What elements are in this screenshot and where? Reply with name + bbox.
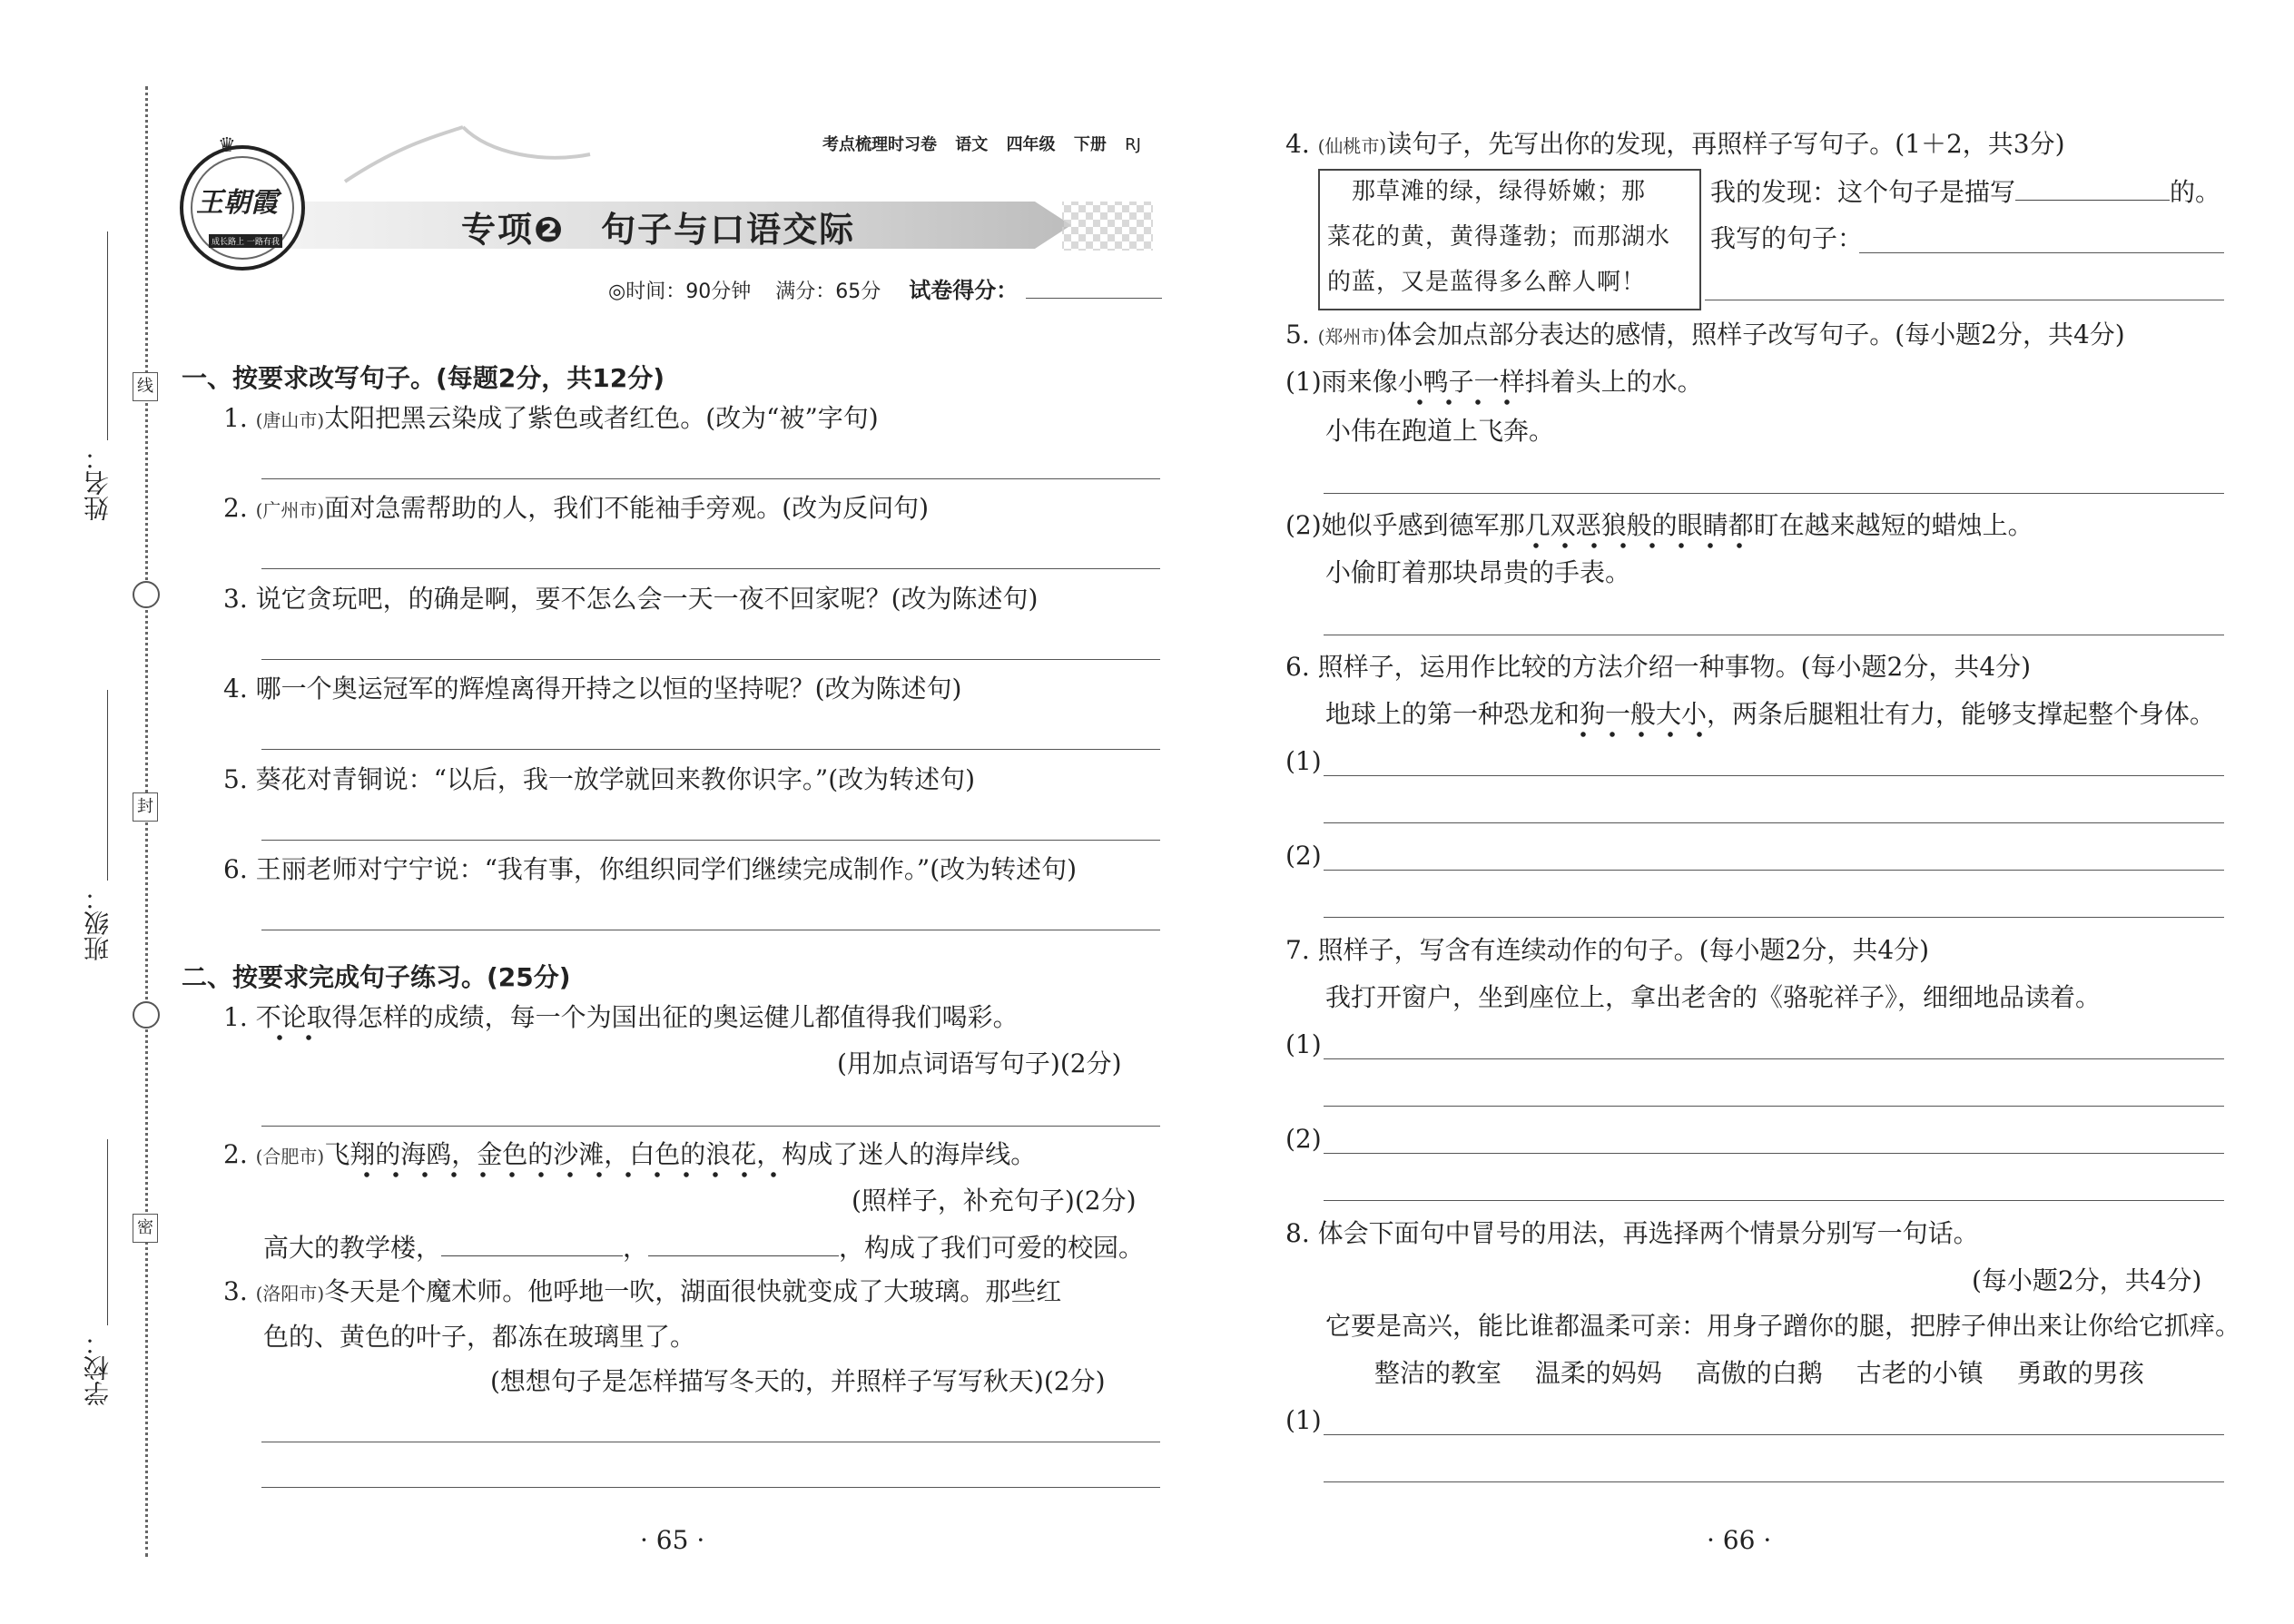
r-q4-city: (仙桃市): [1317, 135, 1387, 157]
r-q5-2-emphasis-dots: [1521, 543, 1754, 548]
s2q3-text-l2: 色的、黄色的叶子，都冻在玻璃里了。: [263, 1322, 696, 1352]
crown-icon: ♛: [218, 134, 236, 157]
r-q6-2-answer-line-1[interactable]: [1324, 870, 2224, 871]
s2q2-blank-2[interactable]: [648, 1232, 839, 1256]
r-q5-1: (1)雨来像小鸭子一样抖着头上的水。: [1285, 367, 1703, 397]
s2q3: [223, 1276, 1061, 1309]
s2q2-fill-a: 高大的教学楼，: [263, 1233, 442, 1263]
r-q5-2: (2)她似乎感到德军那几双恶狼般的眼睛都盯在越来越短的蜡烛上。: [1285, 510, 2033, 540]
q4-text: 4. 哪一个奥运冠军的辉煌离得开持之以恒的坚持呢？(改为陈述句): [223, 674, 962, 704]
q1-num: 1.: [223, 403, 248, 433]
r-q4-find-end: 的。: [2170, 177, 2221, 207]
time-label: ◎时间：90分钟: [608, 281, 752, 303]
q2: [223, 493, 929, 526]
r-q8-option-2: 温柔的妈妈: [1534, 1358, 1662, 1388]
r-q7-2-answer-line-2[interactable]: [1324, 1200, 2224, 1201]
s2q2-fill-b: ，: [623, 1233, 649, 1263]
binding-hole-top: [133, 581, 160, 608]
class-field[interactable]: [107, 690, 108, 881]
q2-city: (广州市): [255, 499, 325, 521]
r-q8-option-1: 整洁的教室: [1374, 1358, 1502, 1388]
r-q6-1: (1): [1285, 746, 1322, 776]
r-q4-find: [1710, 176, 2220, 208]
q1-text: 太阳把黑云染成了紫色或者红色。(改为“被”字句): [324, 403, 879, 433]
q1-answer-line[interactable]: [261, 478, 1160, 479]
page-number-left: · 65 ·: [640, 1525, 705, 1555]
s2q3-num: 3.: [223, 1276, 248, 1306]
r-q4-find-label: 我的发现：这个句子是描写: [1710, 177, 2016, 207]
s2q2-blank-1[interactable]: [441, 1232, 623, 1256]
r-q8-1-answer-line-2[interactable]: [1324, 1481, 2224, 1482]
r-q4-num: 4.: [1285, 129, 1310, 159]
r-q4-box-l1: 那草滩的绿，绿得娇嫩；那: [1327, 178, 1647, 205]
r-q5-2b: 小偷盯着那块昂贵的手表。: [1325, 557, 1631, 587]
r-q7-1: (1): [1285, 1029, 1322, 1059]
r-q5-1b: 小伟在跑道上飞奔。: [1325, 416, 1555, 446]
r-q8-options: [1374, 1358, 2144, 1389]
subject-label: 语文: [955, 135, 989, 154]
q3-answer-line[interactable]: [261, 659, 1160, 660]
binding-mark-line: 线: [133, 372, 158, 401]
edition-label: RJ: [1125, 135, 1141, 154]
r-q5-city: (郑州市): [1317, 326, 1387, 348]
r-q6-1-answer-line-1[interactable]: [1324, 775, 2224, 776]
r-q8-text: 8. 体会下面句中冒号的用法，再选择两个情景分别写一句话。: [1285, 1218, 1979, 1248]
r-q4-text: 读句子，先写出你的发现，再照样子写句子。(1＋2，共3分): [1386, 129, 2065, 159]
s2q3-answer-line-2[interactable]: [261, 1487, 1160, 1488]
s2q2-fill-c: ，构成了我们可爱的校园。: [839, 1233, 1145, 1263]
school-field[interactable]: [107, 1139, 108, 1325]
r-q4-write-label: 我写的句子：: [1710, 223, 1864, 253]
binding-mark-seal: 封: [133, 792, 158, 822]
page-number-right: · 66 ·: [1707, 1525, 1772, 1555]
q2-text: 面对急需帮助的人，我们不能袖手旁观。(改为反问句): [324, 493, 930, 523]
s2q1-emphasis-dots: [265, 1035, 323, 1040]
r-q4-example-box: [1318, 169, 1701, 310]
r-q7-1-answer-line-2[interactable]: [1324, 1106, 2224, 1107]
name-field[interactable]: [107, 231, 108, 440]
r-q4-box-l2: 菜花的黄，黄得蓬勃；而那湖水: [1327, 223, 1671, 251]
r-q6-text: 6. 照样子，运用作比较的方法介绍一种事物。(每小题2分，共4分): [1285, 652, 2032, 682]
q3-text: 3. 说它贪玩吧，的确是啊，要不怎么会一天一夜不回家呢？(改为陈述句): [223, 584, 1039, 614]
r-q6-example: 地球上的第一种恐龙和狗一般大小，两条后腿粗壮有力，能够支撑起整个身体。: [1325, 699, 2216, 729]
r-q8-option-3: 高傲的白鹅: [1695, 1358, 1823, 1388]
r-q8-option-5: 勇敢的男孩: [2016, 1358, 2144, 1388]
binding-dotted-line: [145, 86, 148, 1557]
r-q8-1: (1): [1285, 1405, 1322, 1435]
r-q5-1-answer-line[interactable]: [1324, 493, 2224, 494]
q5-answer-line[interactable]: [261, 840, 1160, 841]
r-q6-emphasis-dots: [1569, 732, 1714, 737]
s2q3-text-l1: 冬天是个魔术师。他呼地一吹，湖面很快就变成了大玻璃。那些红: [324, 1276, 1062, 1306]
class-label: 班级：: [83, 885, 113, 961]
r-q8-example: 它要是高兴，能比谁都温柔可亲：用身子蹭你的腿，把脖子伸出来让你给它抓痒。: [1325, 1311, 2241, 1341]
q1-city: (唐山市): [255, 409, 325, 431]
r-q5-num: 5.: [1285, 320, 1310, 349]
q2-num: 2.: [223, 493, 248, 523]
q1: [223, 403, 879, 436]
series-label: 考点梳理时习卷: [822, 135, 937, 154]
score-label: 试卷得分：: [909, 278, 1019, 303]
s2q2: [223, 1139, 1036, 1172]
s2q3-city: (洛阳市): [255, 1283, 325, 1304]
logo-badge: [180, 145, 305, 271]
r-q8-1-answer-line-1[interactable]: [1324, 1434, 2224, 1435]
s2q2-fill-sentence: [263, 1232, 1144, 1264]
r-q4: [1285, 129, 2065, 162]
school-label: 学校：: [83, 1330, 113, 1406]
s2q3-requirement: (想想句子是怎样描写冬天的，并照样子写写秋天)(2分): [490, 1366, 1106, 1396]
s2q2-requirement: (照样子，补充句子)(2分): [852, 1186, 1137, 1216]
r-q5-1-emphasis-dots: [1405, 399, 1521, 405]
s2q2-num: 2.: [223, 1139, 248, 1169]
page-title: 专项❷ 句子与口语交际: [461, 210, 856, 250]
r-q7-2-answer-line-1[interactable]: [1324, 1153, 2224, 1154]
s2q2-city: (合肥市): [255, 1146, 325, 1167]
full-score-label: 满分：65分: [775, 281, 881, 303]
s2q2-text: 飞翔的海鸥，金色的沙滩，白色的浪花，构成了迷人的海岸线。: [324, 1139, 1037, 1169]
r-q5-text: 体会加点部分表达的感情，照样子改写句子。(每小题2分，共4分): [1386, 320, 2125, 349]
s2q1-text: 1. 不论取得怎样的成绩，每一个为国出征的奥运健儿都值得我们喝彩。: [223, 1002, 1019, 1032]
name-label: 姓名：: [83, 445, 113, 521]
r-q7-1-answer-line-1[interactable]: [1324, 1058, 2224, 1059]
s2q2-emphasis-dots: [352, 1172, 788, 1177]
r-q7-2: (2): [1285, 1124, 1322, 1154]
r-q6-2: (2): [1285, 841, 1322, 871]
s2q1-answer-line[interactable]: [261, 1126, 1160, 1127]
r-q7-example: 我打开窗户，坐到座位上，拿出老舍的《骆驼祥子》，细细地品读着。: [1325, 982, 2102, 1012]
r-q7-text: 7. 照样子，写含有连续动作的句子。(每小题2分，共4分): [1285, 935, 1930, 965]
logo-slogan: 成长路上 一路有我: [209, 234, 282, 248]
r-q6-1-answer-line-2[interactable]: [1324, 822, 2224, 823]
q5-text: 5. 葵花对青铜说：“以后，我一放学就回来教你识字。”(改为转述句): [223, 764, 976, 794]
q6-text: 6. 王丽老师对宁宁说：“我有事，你组织同学们继续完成制作。”(改为转述句): [223, 854, 1078, 884]
exam-info: [608, 272, 1018, 304]
binding-hole-bottom: [133, 1001, 160, 1029]
r-q8-option-4: 古老的小镇: [1856, 1358, 1984, 1388]
volume-label: 下册: [1073, 135, 1107, 154]
r-q4-box-l3: 的蓝，又是蓝得多么醉人啊！: [1327, 269, 1647, 296]
r-q6-2-answer-line-2[interactable]: [1324, 917, 2224, 918]
logo-text: 王朝霞: [196, 187, 278, 219]
r-q4-write-line-1[interactable]: [1859, 252, 2224, 253]
score-field[interactable]: [1026, 298, 1162, 299]
grade-label: 四年级: [1006, 135, 1056, 154]
section2-title: 二、按要求完成句子练习。(25分): [182, 962, 571, 992]
q2-answer-line[interactable]: [261, 568, 1160, 569]
r-q8-score: (每小题2分，共4分): [1972, 1265, 2202, 1295]
q4-answer-line[interactable]: [261, 749, 1160, 750]
r-q5: [1285, 320, 2125, 352]
section1-title: 一、按要求改写句子。(每题2分，共12分): [182, 363, 665, 393]
binding-mark-seal2: 密: [133, 1214, 158, 1243]
s2q1-requirement: (用加点词语写句子)(2分): [837, 1048, 1122, 1078]
r-q4-find-blank[interactable]: [2015, 176, 2170, 201]
